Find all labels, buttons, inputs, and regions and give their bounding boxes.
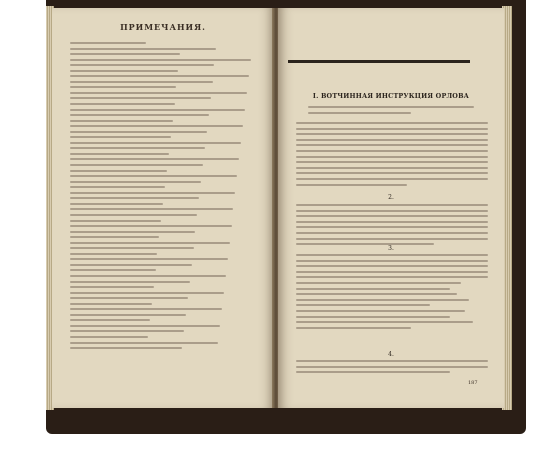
text-line (70, 164, 203, 166)
text-line (296, 238, 488, 240)
paragraph-3 (296, 254, 488, 332)
text-line (70, 325, 220, 327)
text-line (296, 271, 488, 273)
text-line (70, 153, 169, 155)
text-line (70, 53, 180, 55)
text-line (70, 175, 237, 177)
text-line (296, 221, 488, 223)
text-line (70, 292, 224, 294)
text-line (296, 172, 488, 174)
chapter-heading: I. ВОТЧИННАЯ ИНСТРУКЦИЯ ОРЛОВА (312, 92, 470, 100)
text-line (296, 232, 488, 234)
text-line (70, 275, 226, 277)
text-line (70, 48, 216, 50)
text-line (296, 366, 488, 368)
text-line (296, 133, 488, 135)
text-line (296, 161, 488, 163)
text-line (70, 269, 156, 271)
subheading-text (308, 106, 474, 118)
text-line (70, 281, 190, 283)
right-page (278, 8, 504, 408)
text-line (70, 236, 159, 238)
text-line (70, 242, 230, 244)
text-line (296, 276, 488, 278)
text-line (296, 299, 469, 301)
text-line (70, 231, 195, 233)
paragraph-2 (296, 204, 488, 249)
text-line (70, 81, 213, 83)
text-line (70, 253, 157, 255)
text-line (296, 178, 488, 180)
text-line (296, 260, 488, 262)
text-line (70, 131, 207, 133)
paragraph-1 (296, 122, 488, 189)
text-line (70, 142, 241, 144)
text-line (70, 42, 146, 44)
text-line (296, 304, 430, 306)
text-line (70, 120, 173, 122)
text-line (296, 360, 488, 362)
text-line (296, 226, 488, 228)
section-number-3: 3. (388, 245, 394, 252)
text-line (296, 327, 411, 329)
text-line (70, 59, 251, 61)
text-line (296, 293, 457, 295)
text-line (296, 156, 488, 158)
text-line (70, 125, 243, 127)
text-line (70, 86, 176, 88)
text-line (70, 136, 171, 138)
text-line (308, 106, 474, 108)
text-line (70, 342, 218, 344)
paragraph-4 (296, 360, 488, 377)
text-line (70, 97, 211, 99)
text-line (296, 204, 488, 206)
text-line (70, 214, 197, 216)
header-rule (288, 60, 470, 63)
text-line (296, 282, 461, 284)
text-line (70, 64, 214, 66)
text-line (70, 314, 186, 316)
text-line (70, 208, 233, 210)
text-line (296, 265, 488, 267)
text-line (70, 70, 178, 72)
text-line (70, 220, 161, 222)
text-line (70, 264, 192, 266)
text-line (296, 150, 488, 152)
text-line (296, 316, 450, 318)
text-line (308, 112, 411, 114)
section-number-2: 2. (388, 194, 394, 201)
text-line (70, 147, 205, 149)
text-line (296, 139, 488, 141)
text-line (70, 203, 163, 205)
text-line (296, 128, 488, 130)
left-page (52, 8, 274, 408)
text-line (296, 254, 488, 256)
text-line (70, 247, 194, 249)
text-line (296, 321, 473, 323)
text-line (296, 184, 407, 186)
text-line (70, 192, 235, 194)
text-line (70, 336, 148, 338)
text-line (70, 258, 228, 260)
text-line (70, 92, 247, 94)
text-line (70, 197, 199, 199)
text-line (70, 103, 175, 105)
text-line (296, 144, 488, 146)
text-line (296, 371, 450, 373)
text-line (70, 330, 184, 332)
text-line (70, 297, 188, 299)
text-line (70, 286, 154, 288)
text-line (70, 347, 182, 349)
text-line (296, 215, 488, 217)
page-number: 187 (468, 380, 478, 386)
text-line (296, 167, 488, 169)
text-line (70, 109, 245, 111)
text-line (70, 181, 201, 183)
notes-title: ПРИМЕЧАНИЯ. (120, 22, 206, 32)
section-number-4: 4. (388, 351, 394, 358)
text-line (70, 186, 165, 188)
text-line (70, 308, 222, 310)
text-line (296, 210, 488, 212)
text-line (296, 288, 450, 290)
text-line (70, 158, 239, 160)
text-line (70, 303, 152, 305)
text-line (296, 122, 488, 124)
text-line (70, 114, 209, 116)
notes-list (70, 42, 260, 353)
text-line (70, 75, 249, 77)
text-line (70, 319, 150, 321)
text-line (70, 170, 167, 172)
text-line (296, 310, 465, 312)
text-line (70, 225, 232, 227)
